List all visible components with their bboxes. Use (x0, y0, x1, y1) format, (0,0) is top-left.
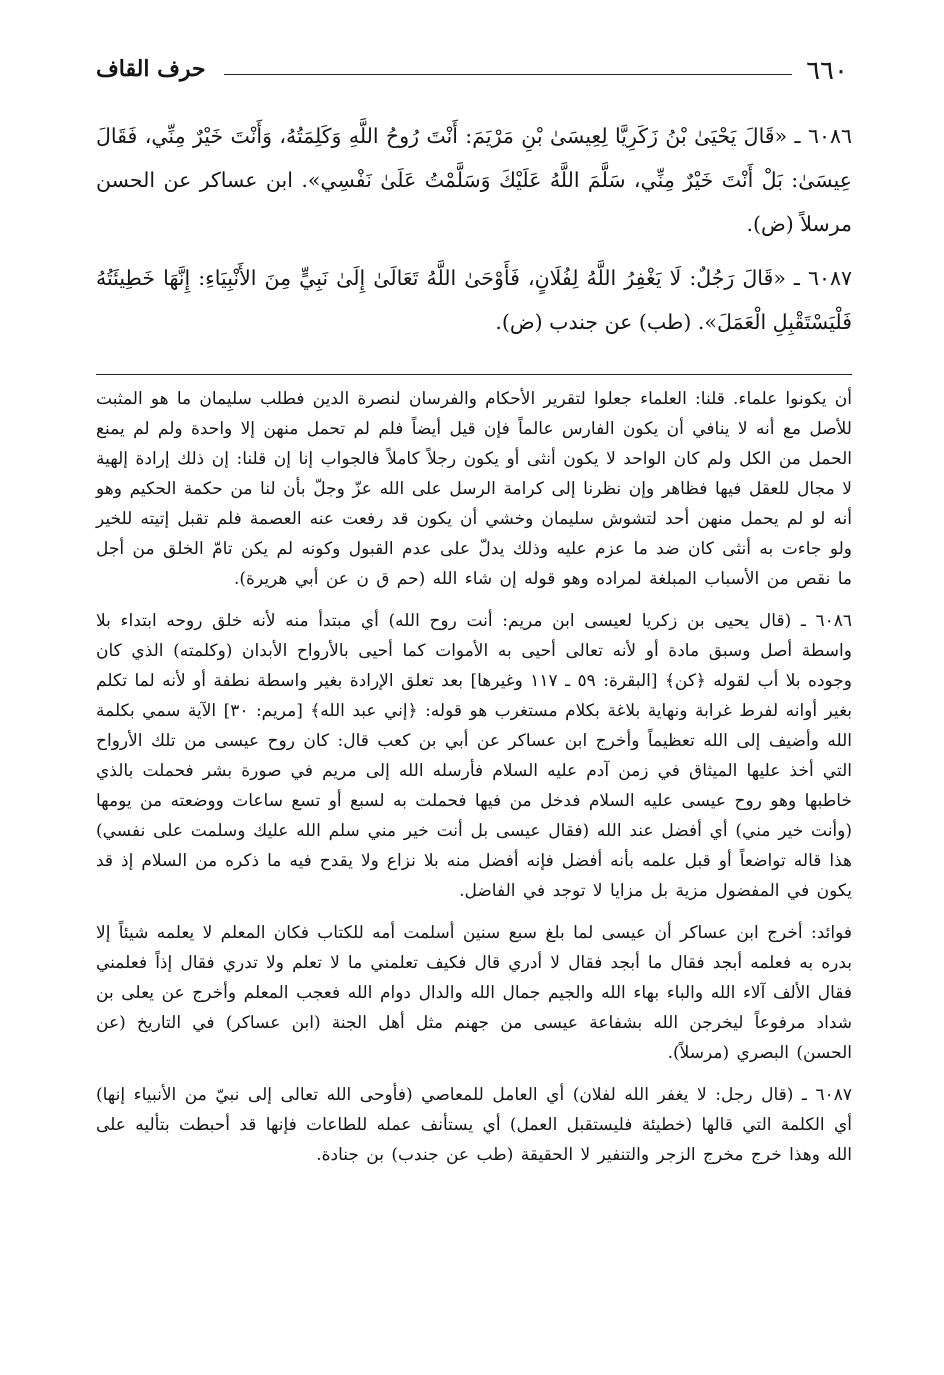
header-rule (224, 74, 792, 75)
hadith-6086: ٦٠٨٦ ـ «قَالَ يَحْيَىٰ بْنُ زَكَرِيَّا لِعِيسَىٰ بْنِ مَرْيَمَ: أَنْتَ رُوحُ اللَّهِ وَكَلِمَتُهُ، وَأَنْتَ خَيْرٌ مِنِّي، فَقَالَ عِيسَىٰ: بَلْ أَنْتَ خَيْرٌ مِنِّي، سَلَّمَ اللَّهُ عَلَيْكَ وَسَلَّمْتُ عَلَىٰ نَفْسِي». ابن عساكر عن الحسن مرسلاً (ض). (96, 124, 852, 236)
footnote-separator (96, 374, 852, 375)
commentary-6086: ٦٠٨٦ ـ (قال يحيى بن زكريا لعيسى ابن مريم: أنت روح الله) أي مبتدأ منه لأنه خلق روحه ابتداء بلا واسطة أصل وسبق مادة أو لأنه تعالى أحيى به الأموات كما أحيى بالأرواح الأبدان (وكلمته) الذي كان وجوده بلا أب لقوله ﴿كن﴾ [البقرة: ٥٩ ـ ١١٧ وغيرها] بعد تعلق الإرادة بغير واسطة نطفة أو لأنه لما تكلم بغير أوانه لفرط غرابة ونهاية بلاغة بكلام مستغرب هو قوله: ﴿إني عبد الله﴾ [مريم: ٣٠] الآية سمي بكلمة الله وأضيف إلى الله تعظيماً وأخرج ابن عساكر عن أبي بن كعب قال: كان روح عيسى من تلك الأرواح التي أخذ عليها الميثاق في زمن آدم عليه السلام فأرسله الله إلى مريم في صورة بشر فحملت بالذي خاطبها وهو روح عيسى عليه السلام فدخل من فيها فحملت به لسبع أو تسع ساعات ووضعته من يومها (وأنت خير مني) أي أفضل عند الله (فقال عيسى بل أنت خير مني سلم الله عليك وسلمت على نفسي) هذا قاله تواضعاً أو قبل علمه بأنه أفضل فإنه أفضل منه بلا نزاع ولا يقدح فيه ما ذكره من السلام إذ قد يكون في المفضول مزية بل مزايا لا توجد في الفاضل. (96, 611, 853, 901)
hadith-6087: ٦٠٨٧ ـ «قَالَ رَجُلٌ: لَا يَغْفِرُ اللَّهُ لِفُلَانٍ، فَأَوْحَىٰ اللَّهُ تَعَالَىٰ إِلَىٰ نَبِيٍّ مِنَ الأَنْبِيَاءِ: إِنَّهَا خَطِيئَتُهُ فَلْيَسْتَقْبِلِ الْعَمَلَ». (طب) عن جندب (ض). (96, 266, 852, 334)
page-header (96, 56, 848, 86)
chapter-title: حرف القاف (96, 56, 206, 82)
commentary-6087: ٦٠٨٧ ـ (قال رجل: لا يغفر الله لفلان) أي العامل للمعاصي (فأوحى الله تعالى إلى نبيّ من الأنبياء إنها) أي الكلمة التي قالها (خطيئة فليستقبل العمل) أي يستأنف عمله للطاعات فإنها قد أحبطت بتأليه على الله وهذا خرج مخرج الزجر والتنفير لا الحقيقة (طب عن جندب) بن جنادة. (96, 1085, 852, 1165)
page-number: ٦٦٠ (806, 56, 848, 86)
hadith-section (96, 114, 852, 354)
commentary-continuation: أن يكونوا علماء. قلنا: العلماء جعلوا لتقرير الأحكام والفرسان لنصرة الدين فطلب سليمان ما هو المثبت للأصل مع أنه لا ينافي أن يكون الفارس عالماً فإن قيل أيضاً فلم لم تحمل منهن إلا واحدة ولم لم يمنع الحمل من الكل ولم كان الواحد لا يكون أنثى أو يكون رجلاً كاملاً فالجواب إنا إن قلنا: إن ذلك إرادة إلهية لا مجال للعقل فيها فظاهر وإن نظرنا إلى كرامة الرسل على الله عزّ وجلّ بأن لنا من حكمة الحكيم وهو أنه لو لم يحمل منهن أحد لتشوش سليمان وخشي أن يكون قد رفعت عنه العصمة فلم تقبل إتيته للخير ولو جاءت به أنثى كان ضد ما عزم عليه وذلك يدلّ على عدم القبول وكونه لم يكن تامّ الخلق من أجل ما نقص من الأسباب المبلغة لمراده وهو قوله إن شاء الله (حم ق ن عن أبي هريرة). (96, 389, 852, 589)
commentary-section (96, 384, 852, 1182)
commentary-benefits: فوائد: أخرج ابن عساكر أن عيسى لما بلغ سبع سنين أسلمت أمه للكتاب فكان المعلم لا يعلمه شيئاً إلا بدره به فعلمه أبجد فقال ما أبجد فقال لا أدري قال فكيف تعلمني ما لا تعلم ولا تدري فقال إذاً فعلمني فقال الألف آلاء الله والباء بهاء الله والجيم جمال الله والدال دوام الله فعجب المعلم وأخرج عن يعلى بن شداد مرفوعاً ليخرجن الله بشفاعة عيسى من جهنم مثل أهل الجنة (ابن عساكر) في التاريخ (عن الحسن) البصري (مرسلاً). (96, 923, 852, 1063)
